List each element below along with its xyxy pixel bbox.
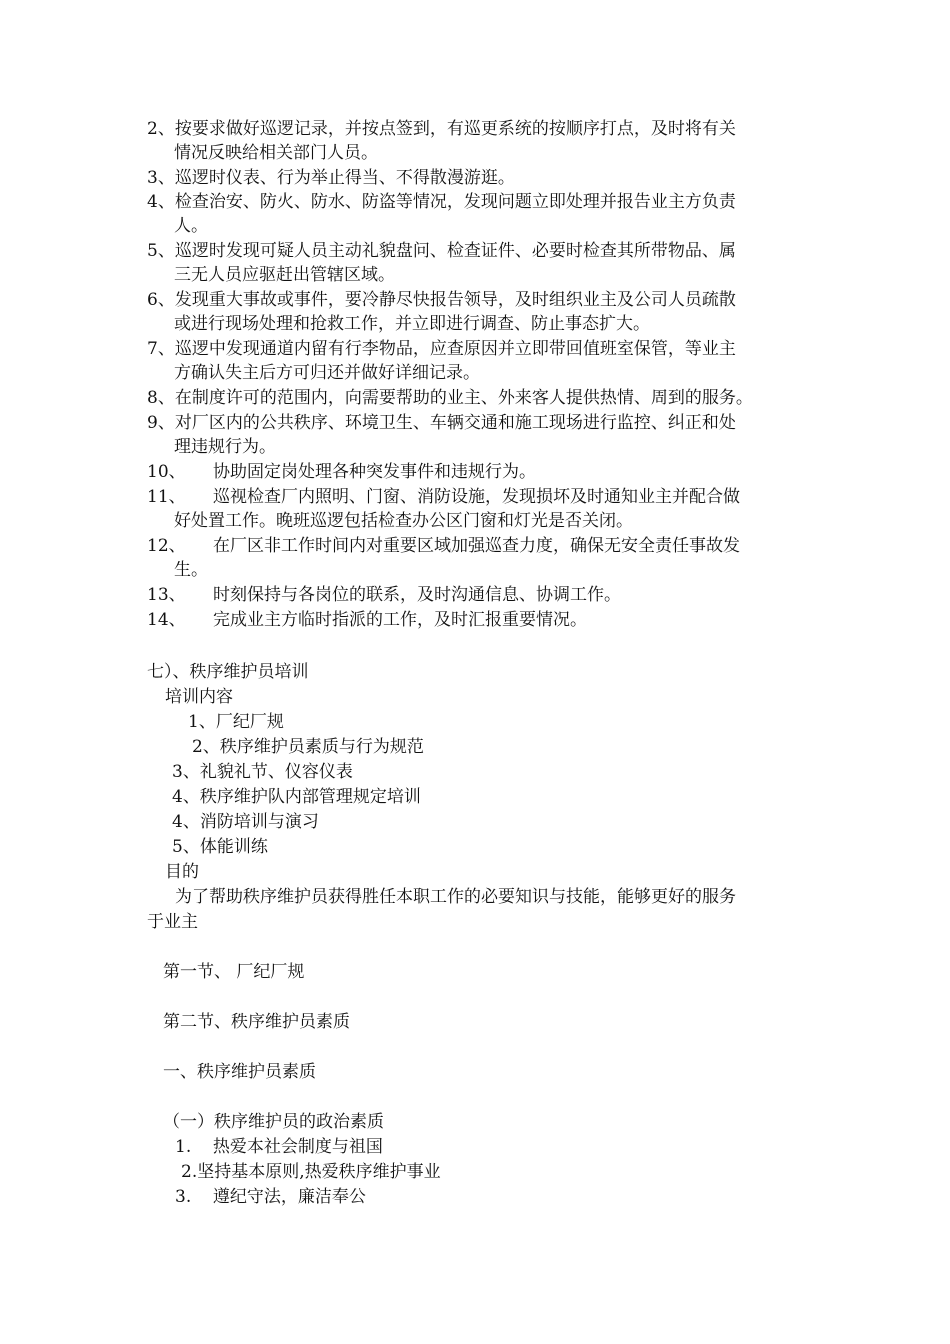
duty-item-7-cont: 方确认失主后方可归还并做好详细记录。	[174, 363, 480, 383]
duty-text: 对厂区内的公共秩序、环境卫生、车辆交通和施工现场进行监控、纠正和处	[174, 413, 736, 433]
duty-item-11	[147, 485, 740, 509]
training-item: 3、礼貌礼节、仪容仪表	[172, 762, 353, 782]
section-heading-1: 第一节、 厂纪厂规	[163, 962, 305, 982]
duty-number: 13、	[147, 585, 186, 605]
duty-number: 14、	[147, 610, 186, 630]
purpose-text-cont: 于业主	[147, 912, 198, 932]
duty-text: 检查治安、防火、防水、防盗等情况，发现问题立即处理并报告业主方负责	[174, 192, 736, 212]
duty-item-5-cont: 三无人员应驱赶出管辖区域。	[174, 265, 395, 285]
political-item: 1. 热爱本社会制度与祖国	[175, 1137, 383, 1157]
duty-number: 11、	[147, 487, 186, 507]
duty-number: 7、	[147, 339, 175, 359]
duty-text: 巡视检查厂内照明、门窗、消防设施，发现损坏及时通知业主并配合做	[213, 487, 740, 507]
section-heading-2: 第二节、秩序维护员素质	[163, 1012, 350, 1032]
duty-item-12	[147, 534, 740, 558]
duty-item-10	[147, 460, 536, 484]
duty-number: 8、	[147, 388, 175, 408]
training-item: 2、秩序维护员素质与行为规范	[192, 737, 424, 757]
training-item: 4、秩序维护队内部管理规定培训	[172, 787, 421, 807]
duty-number: 4、	[147, 192, 175, 212]
duty-number: 2、	[147, 119, 175, 139]
duty-item-8	[147, 386, 753, 410]
training-content-heading: 培训内容	[165, 687, 233, 707]
duty-item-11-cont: 好处置工作。晚班巡逻包括检查办公区门窗和灯光是否关闭。	[174, 511, 633, 531]
duty-item-3	[147, 166, 515, 190]
duty-item-14	[147, 608, 587, 632]
duty-text: 巡逻时仪表、行为举止得当、不得散漫游逛。	[174, 168, 515, 188]
duty-text: 巡逻中发现通道内留有行李物品，应查原因并立即带回值班室保管，等业主	[174, 339, 736, 359]
duty-item-13	[147, 583, 621, 607]
duty-text: 在厂区非工作时间内对重要区域加强巡查力度，确保无安全责任事故发	[213, 536, 740, 556]
training-item: 1、厂纪厂规	[188, 712, 284, 732]
duty-item-6	[147, 288, 736, 312]
duty-text: 完成业主方临时指派的工作，及时汇报重要情况。	[213, 610, 587, 630]
duty-text: 发现重大事故或事件，要冷静尽快报告领导，及时组织业主及公司人员疏散	[174, 290, 736, 310]
duty-item-4-cont: 人。	[174, 216, 208, 236]
training-item: 5、体能训练	[172, 837, 268, 857]
duty-text: 按要求做好巡逻记录，并按点签到，有巡更系统的按顺序打点，及时将有关	[174, 119, 736, 139]
duty-text: 协助固定岗处理各种突发事件和违规行为。	[213, 462, 536, 482]
duty-number: 9、	[147, 413, 175, 433]
duty-number: 12、	[147, 536, 186, 556]
duty-number: 6、	[147, 290, 175, 310]
duty-text: 时刻保持与各岗位的联系，及时沟通信息、协调工作。	[213, 585, 621, 605]
duty-number: 10、	[147, 462, 186, 482]
duty-item-6-cont: 或进行现场处理和抢救工作，并立即进行调查、防止事态扩大。	[174, 314, 650, 334]
purpose-heading: 目的	[165, 862, 199, 882]
duty-text: 在制度许可的范围内，向需要帮助的业主、外来客人提供热情、周到的服务。	[174, 388, 753, 408]
duty-text: 巡逻时发现可疑人员主动礼貌盘问、检查证件、必要时检查其所带物品、属	[174, 241, 736, 261]
subsection-heading: 一、秩序维护员素质	[163, 1062, 316, 1082]
duty-item-4	[147, 190, 736, 214]
duty-item-12-cont: 生。	[174, 560, 208, 580]
duty-number: 3、	[147, 168, 175, 188]
duty-number: 5、	[147, 241, 175, 261]
duty-item-2-cont: 情况反映给相关部门人员。	[174, 143, 378, 163]
duty-item-7	[147, 337, 736, 361]
duty-item-2	[147, 117, 736, 141]
political-heading: （一）秩序维护员的政治素质	[163, 1112, 384, 1132]
political-item: 2.坚持基本原则,热爱秩序维护事业	[181, 1162, 441, 1182]
duty-item-9-cont: 理违规行为。	[174, 437, 276, 457]
training-title: 七）、秩序维护员培训	[147, 662, 309, 682]
political-item: 3. 遵纪守法，廉洁奉公	[175, 1187, 366, 1207]
duty-item-9	[147, 411, 736, 435]
purpose-text: 为了帮助秩序维护员获得胜任本职工作的必要知识与技能，能够更好的服务	[175, 887, 736, 907]
training-item: 4、消防培训与演习	[172, 812, 319, 832]
duty-item-5	[147, 239, 736, 263]
